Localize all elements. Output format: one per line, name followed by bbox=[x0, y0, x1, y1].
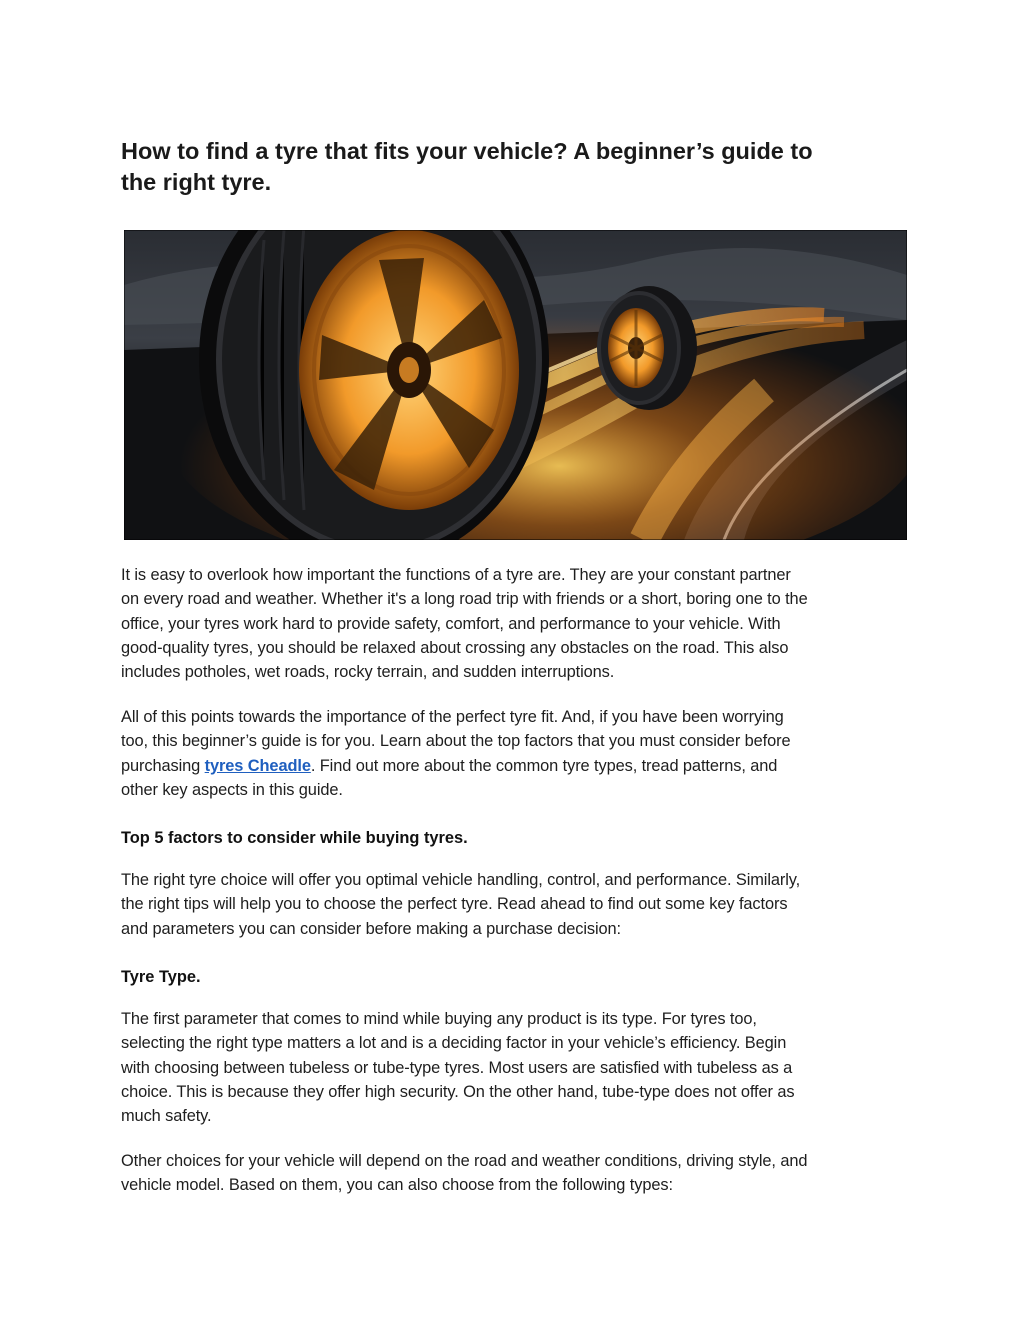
tyre-hero-illustration bbox=[124, 230, 907, 540]
article-title-line-2: the right tyre. bbox=[121, 169, 272, 195]
intro-line: includes potholes, wet roads, rocky terrain, and sudden interruptions. bbox=[121, 663, 615, 682]
intro-line: office, your tyres work hard to provide safety, comfort, and performance to your vehicle. With bbox=[121, 614, 781, 633]
factors-heading: Top 5 factors to consider while buying tyres. bbox=[121, 829, 468, 847]
large-tyre-icon bbox=[199, 230, 549, 540]
tyre-type-line: selecting the right type matters a lot and is a deciding factor in your vehicle’s efficiency. Begin bbox=[121, 1034, 787, 1053]
guide-paragraph bbox=[121, 705, 911, 802]
tyre-type-line: much safety. bbox=[121, 1107, 212, 1126]
tyre-type-paragraph bbox=[121, 1007, 911, 1128]
factors-intro-line: The right tyre choice will offer you optimal vehicle handling, control, and performance. Similarly, bbox=[121, 871, 801, 889]
intro-line: on every road and weather. Whether it's a long road trip with friends or a short, boring one to the bbox=[121, 590, 808, 609]
intro-paragraph bbox=[121, 563, 911, 684]
intro-line: good-quality tyres, you should be relaxed about crossing any obstacles on the road. This also bbox=[121, 638, 789, 657]
guide-line: other key aspects in this guide. bbox=[121, 780, 343, 799]
factors-intro-paragraph bbox=[121, 868, 911, 941]
article-title-line-1: How to find a tyre that fits your vehicle? A beginner’s guide to bbox=[121, 138, 813, 164]
tyre-hero-image bbox=[124, 230, 907, 540]
guide-line-with-link bbox=[121, 754, 911, 778]
other-choices-line: vehicle model. Based on them, you can also choose from the following types: bbox=[121, 1176, 673, 1195]
guide-line: All of this points towards the importance of the perfect tyre fit. And, if you have been worrying bbox=[121, 708, 784, 726]
other-choices-paragraph bbox=[121, 1149, 911, 1198]
tyres-cheadle-link[interactable]: tyres Cheadle bbox=[204, 756, 311, 775]
other-choices-line: Other choices for your vehicle will depend on the road and weather conditions, driving style, and bbox=[121, 1152, 808, 1170]
tyre-type-line: The first parameter that comes to mind while buying any product is its type. For tyres too, bbox=[121, 1010, 757, 1028]
tyre-type-heading: Tyre Type. bbox=[121, 968, 201, 986]
small-tyre-icon bbox=[599, 286, 697, 410]
article-title bbox=[121, 136, 881, 198]
guide-line: too, this beginner’s guide is for you. Learn about the top factors that you must consider before bbox=[121, 732, 791, 751]
tyre-type-line: choice. This is because they offer high security. On the other hand, tube-type does not offer as bbox=[121, 1082, 795, 1101]
guide-text-after-link: . Find out more about the common tyre types, tread patterns, and bbox=[310, 756, 778, 775]
guide-text-before-link: purchasing bbox=[121, 756, 205, 775]
factors-intro-line: the right tips will help you to choose the perfect tyre. Read ahead to find out some key factors bbox=[121, 895, 788, 914]
factors-intro-line: and parameters you can consider before making a purchase decision: bbox=[121, 919, 621, 938]
intro-line: It is easy to overlook how important the functions of a tyre are. They are your constant partner bbox=[121, 566, 791, 584]
tyre-type-line: with choosing between tubeless or tube-type tyres. Most users are satisfied with tubeless as a bbox=[121, 1058, 793, 1077]
